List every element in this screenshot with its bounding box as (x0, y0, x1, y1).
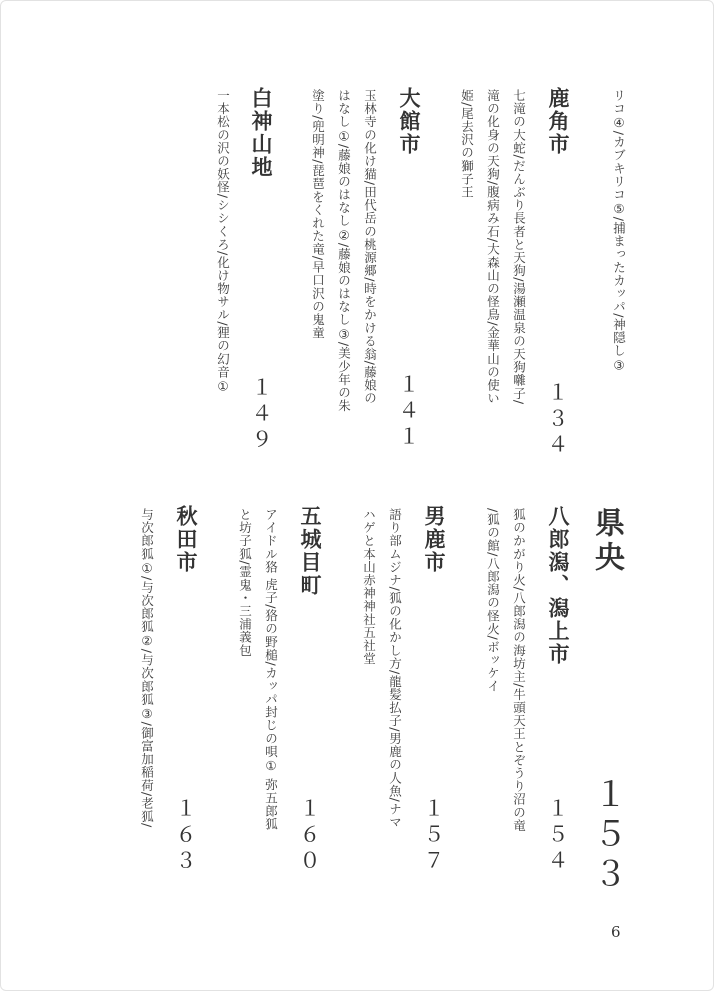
entry-line: 玉林寺の化け猫/田代岳の桃源郷/時をかける翁/藤娘の (362, 89, 378, 405)
section-page-gojome: １６０ (297, 797, 321, 875)
section-heading-odate: 大館市 (397, 87, 421, 156)
entry-line: 狐のかがり火/八郎潟の海坊主/牛頭天王とぞうり沼の竜 (511, 508, 527, 833)
entry-line: 与次郎狐①/与次郎狐②/与次郎狐③/御富加稲荷/老狐/ (139, 508, 155, 828)
page-number: 6 (611, 923, 621, 941)
section-heading-oga: 男鹿市 (422, 505, 446, 574)
section-page-oga: １５７ (421, 797, 445, 875)
continuation-line: リコ④/カブキリコ⑤/捕まったカッパ/神隠し③ (611, 89, 627, 373)
entry-line: はなし①/藤娘のはなし②/藤娘のはなし③/美少年の朱 (336, 89, 352, 413)
region-heading-kenou: 県央 (589, 507, 624, 575)
entry-line: 語り部ムジナ/狐の化かし方/龍髪払子/男鹿の人魚/ナマ (387, 508, 403, 829)
entry-line: 滝の化身の天狗/腹病み石/大森山の怪鳥/金華山の使い (485, 89, 501, 405)
entry-line: 姫/尾去沢の獅子王 (459, 89, 475, 199)
section-page-akita: １６３ (173, 797, 197, 875)
section-heading-akita: 秋田市 (174, 505, 198, 574)
section-page-hachirogata: １５４ (545, 797, 569, 875)
entry-line: ハゲと本山赤神神社五社堂 (361, 508, 377, 666)
section-heading-gojome: 五城目町 (298, 505, 322, 597)
entry-line: 七滝の大蛇/だんぶり長者と天狗/湯瀬温泉の天狗囃子/ (511, 89, 527, 405)
entry-line: /狐の館/八郎潟の怪火/ボッケイ (485, 508, 501, 693)
entry-line: 塗り/兜明神/琵琶をくれた竜/早口沢の鬼童 (310, 89, 326, 340)
section-heading-kazuno: 鹿角市 (546, 87, 570, 156)
section-heading-shirakami: 白神山地 (249, 87, 273, 179)
section-page-kazuno: １３４ (545, 381, 569, 459)
entry-line: アイドル狢 虎子/狢の野槌/カッパ封じの唄① 弥五郎狐 (263, 508, 279, 831)
region-page-kenou: １５３ (587, 776, 627, 896)
entry-line: 一本松の沢の妖怪/シシくろ/化け物サル/狸の幻音① (215, 89, 231, 395)
section-heading-hachirogata: 八郎潟、潟上市 (546, 505, 570, 666)
entry-line: と坊子狐/霊鬼・三浦義包 (237, 508, 253, 657)
section-page-shirakami: １４９ (249, 376, 273, 454)
section-page-odate: １４１ (396, 373, 420, 451)
